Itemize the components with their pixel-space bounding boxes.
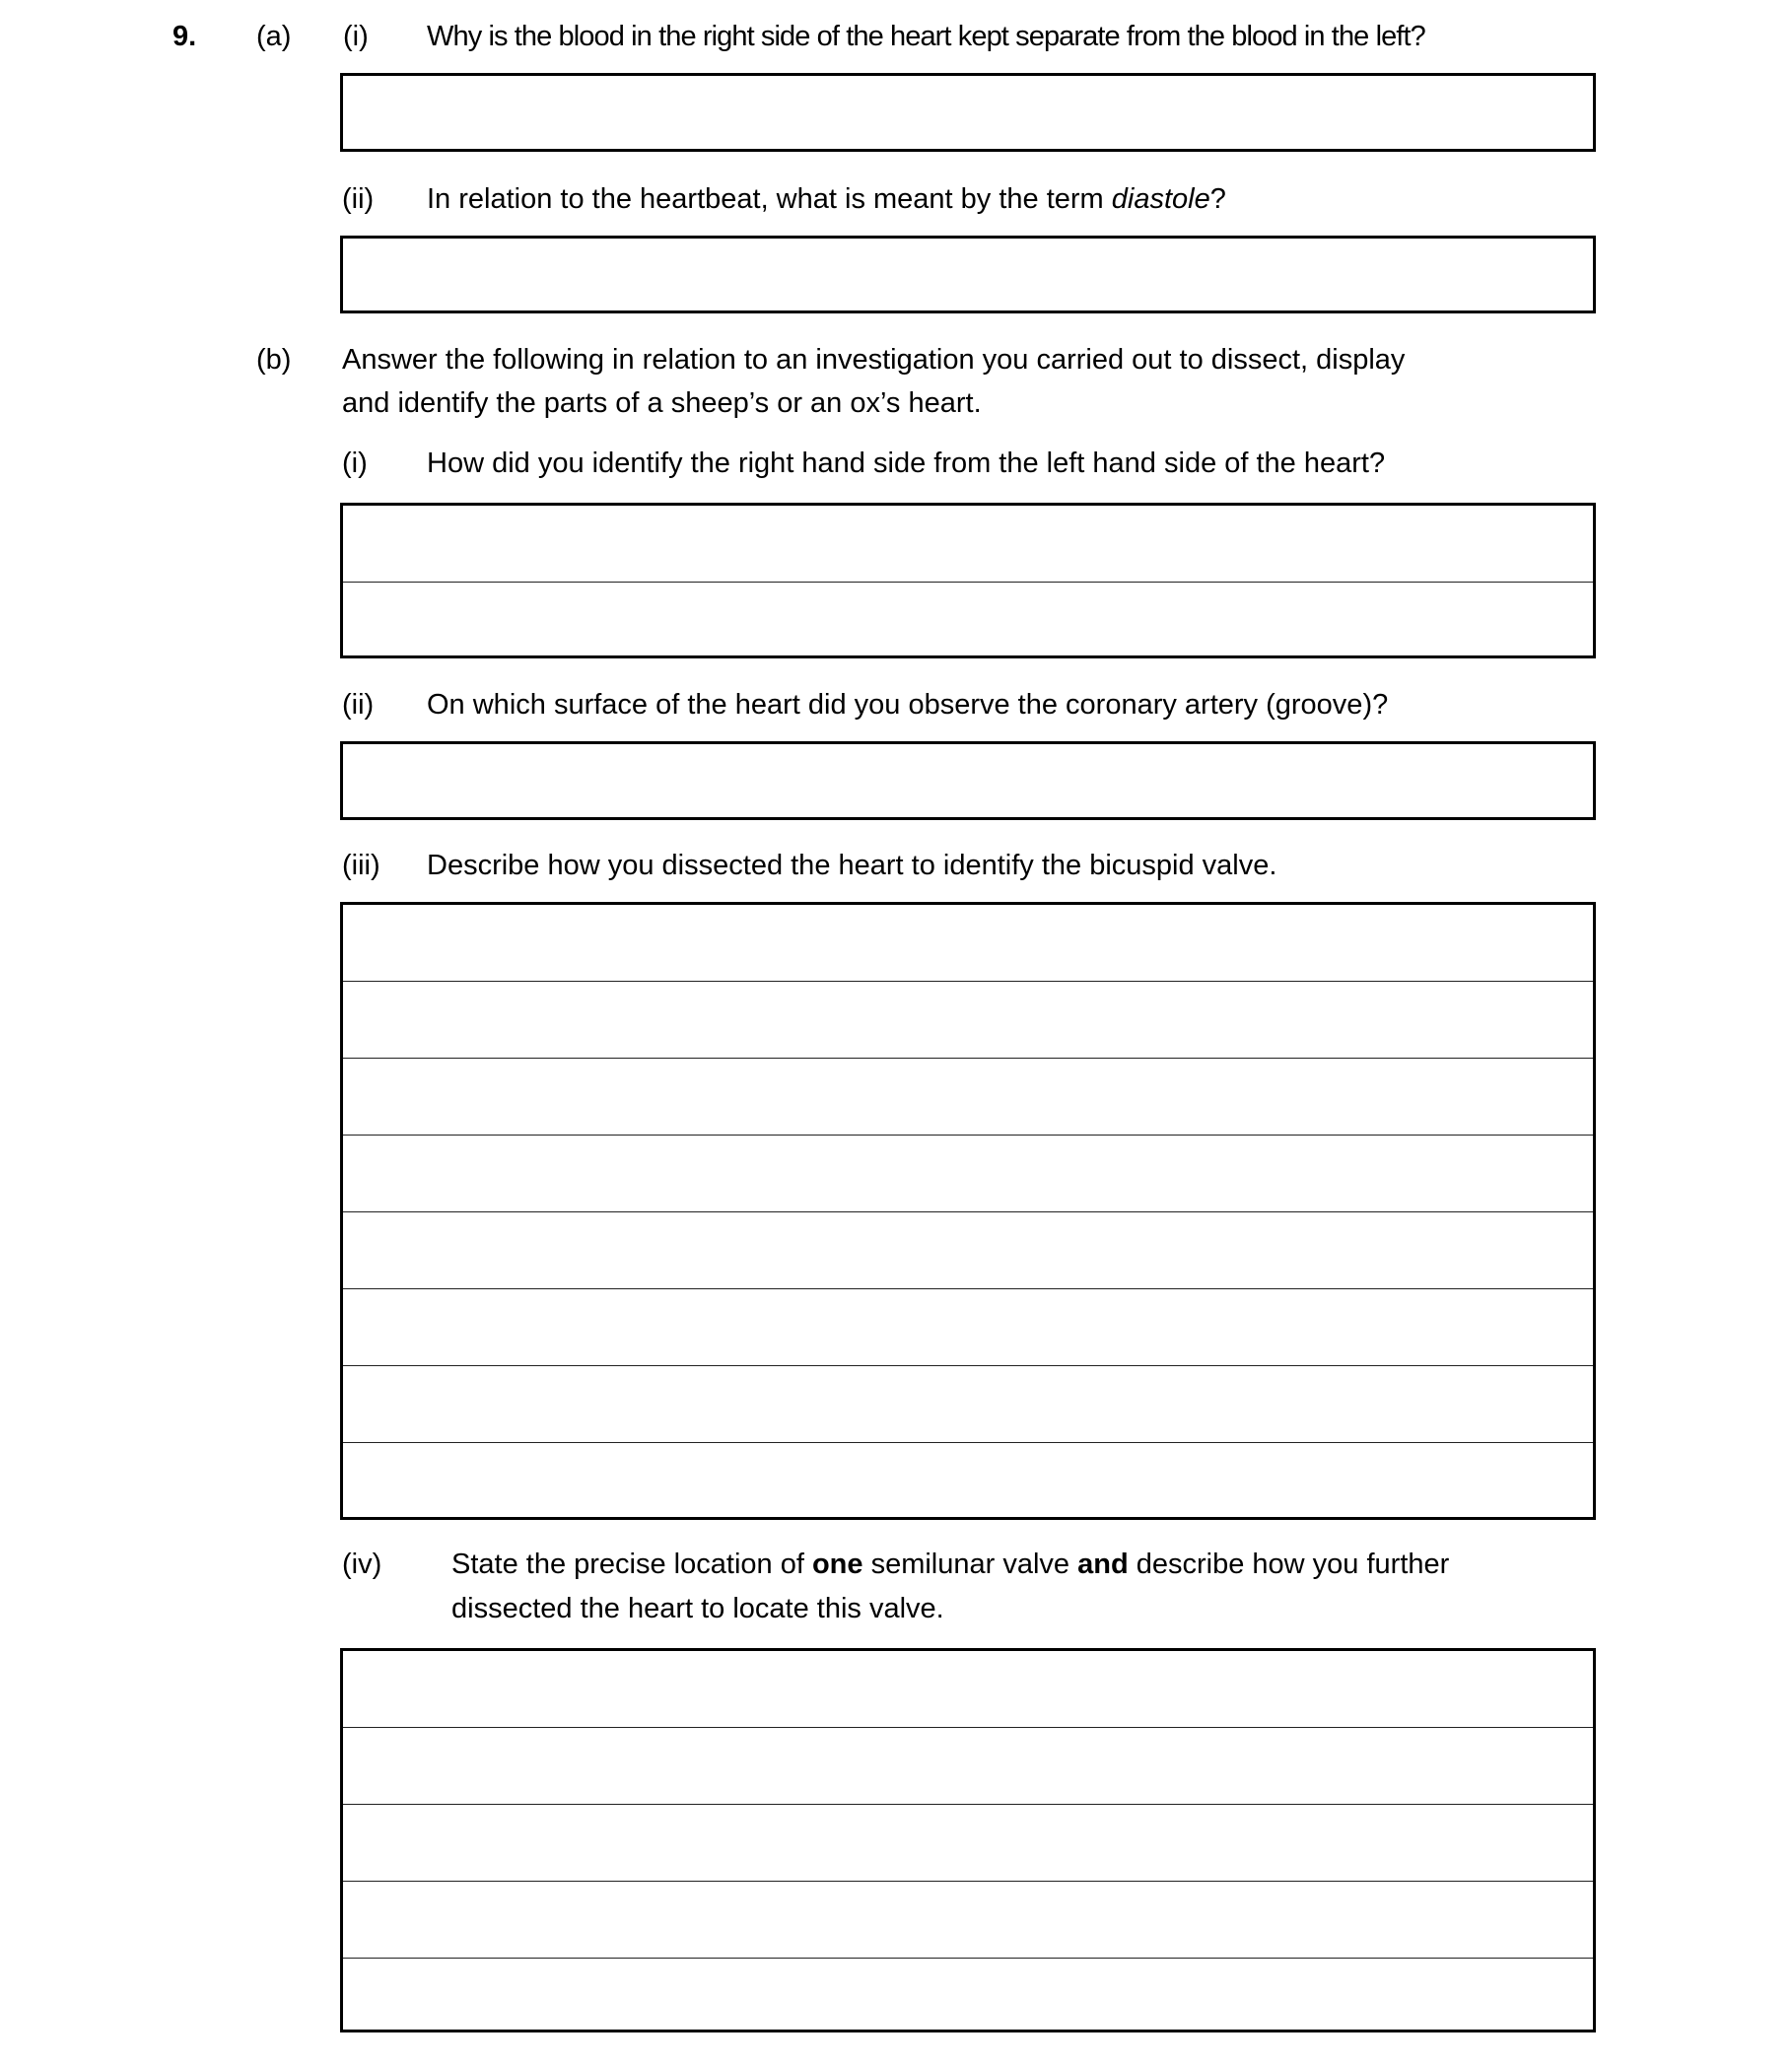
answer-input-b-iv-2[interactable]: [343, 1728, 1593, 1804]
answer-input-b-iv-3[interactable]: [343, 1805, 1593, 1881]
answer-box-a-i: [340, 73, 1596, 152]
answer-input-b-iii-1[interactable]: [343, 905, 1593, 981]
part-b-iii-question: Describe how you dissected the heart to identify the bicuspid valve.: [427, 850, 1277, 881]
answer-line[interactable]: [343, 1289, 1593, 1366]
part-b-intro-line1: Answer the following in relation to an investigation you carried out to dissect, display: [342, 344, 1406, 376]
part-b-iv-question-line2: dissected the heart to locate this valve.: [451, 1593, 944, 1624]
answer-line[interactable]: [343, 744, 1593, 817]
answer-line[interactable]: [343, 76, 1593, 149]
answer-box-b-i: [340, 503, 1596, 658]
answer-box-b-iv: [340, 1648, 1596, 2032]
answer-line[interactable]: [343, 982, 1593, 1059]
part-b-intro-line2: and identify the parts of a sheep’s or an ox’s heart.: [342, 387, 982, 419]
emphasis-one: one: [811, 1549, 863, 1580]
part-b-iv-label: (iv): [342, 1549, 382, 1580]
answer-input-a-ii-1[interactable]: [343, 239, 1593, 310]
answer-input-b-ii-1[interactable]: [343, 744, 1593, 817]
question-text: State the precise location of: [451, 1549, 812, 1580]
answer-input-b-iii-6[interactable]: [343, 1289, 1593, 1365]
answer-input-b-iii-8[interactable]: [343, 1443, 1593, 1517]
answer-input-b-iii-5[interactable]: [343, 1212, 1593, 1288]
answer-input-b-iii-3[interactable]: [343, 1059, 1593, 1135]
answer-line[interactable]: [343, 1728, 1593, 1805]
answer-box-b-ii: [340, 741, 1596, 820]
answer-line[interactable]: [343, 583, 1593, 655]
answer-input-b-iii-7[interactable]: [343, 1366, 1593, 1442]
part-a-i-label: (i): [343, 21, 369, 52]
part-b-ii-question: On which surface of the heart did you observe the coronary artery (groove)?: [427, 689, 1389, 721]
answer-input-b-iv-1[interactable]: [343, 1651, 1593, 1727]
question-text: describe how you further: [1128, 1549, 1450, 1580]
answer-line[interactable]: [343, 1651, 1593, 1728]
answer-line[interactable]: [343, 905, 1593, 982]
answer-line[interactable]: [343, 1212, 1593, 1289]
answer-line[interactable]: [343, 1059, 1593, 1136]
answer-line[interactable]: [343, 1959, 1593, 2030]
part-b-i-label: (i): [342, 448, 368, 479]
part-a-ii-question: [427, 177, 1226, 221]
answer-line[interactable]: [343, 506, 1593, 583]
part-b-iv-question-line1: [451, 1543, 1449, 1586]
emphasis-and: and: [1077, 1549, 1129, 1580]
question-text: In relation to the heartbeat, what is meant by the term: [427, 183, 1112, 215]
answer-line[interactable]: [343, 1805, 1593, 1882]
question-mark: ?: [1209, 183, 1226, 215]
answer-box-a-ii: [340, 236, 1596, 313]
answer-line[interactable]: [343, 1443, 1593, 1517]
term-diastole: diastole: [1111, 183, 1210, 215]
part-b-ii-label: (ii): [342, 689, 375, 721]
part-a-i-question: Why is the blood in the right side of the heart kept separate from the blood in the left?: [427, 21, 1425, 52]
answer-input-b-iv-5[interactable]: [343, 1959, 1593, 2030]
answer-input-b-iii-4[interactable]: [343, 1136, 1593, 1211]
answer-input-b-iii-2[interactable]: [343, 982, 1593, 1058]
part-b-i-question: How did you identify the right hand side from the left hand side of the heart?: [427, 448, 1386, 479]
part-b-iii-label: (iii): [342, 850, 380, 881]
answer-input-b-iv-4[interactable]: [343, 1882, 1593, 1958]
answer-input-b-i-2[interactable]: [343, 583, 1593, 655]
part-b-label: (b): [256, 344, 292, 376]
answer-line[interactable]: [343, 1136, 1593, 1212]
answer-line[interactable]: [343, 239, 1593, 310]
answer-line[interactable]: [343, 1882, 1593, 1959]
question-text: semilunar valve: [862, 1549, 1078, 1580]
answer-input-b-i-1[interactable]: [343, 506, 1593, 582]
answer-input-a-i-1[interactable]: [343, 76, 1593, 149]
part-a-label: (a): [256, 21, 292, 52]
part-a-ii-label: (ii): [342, 183, 375, 215]
answer-box-b-iii: [340, 902, 1596, 1520]
answer-line[interactable]: [343, 1366, 1593, 1443]
question-number: 9.: [172, 21, 197, 52]
